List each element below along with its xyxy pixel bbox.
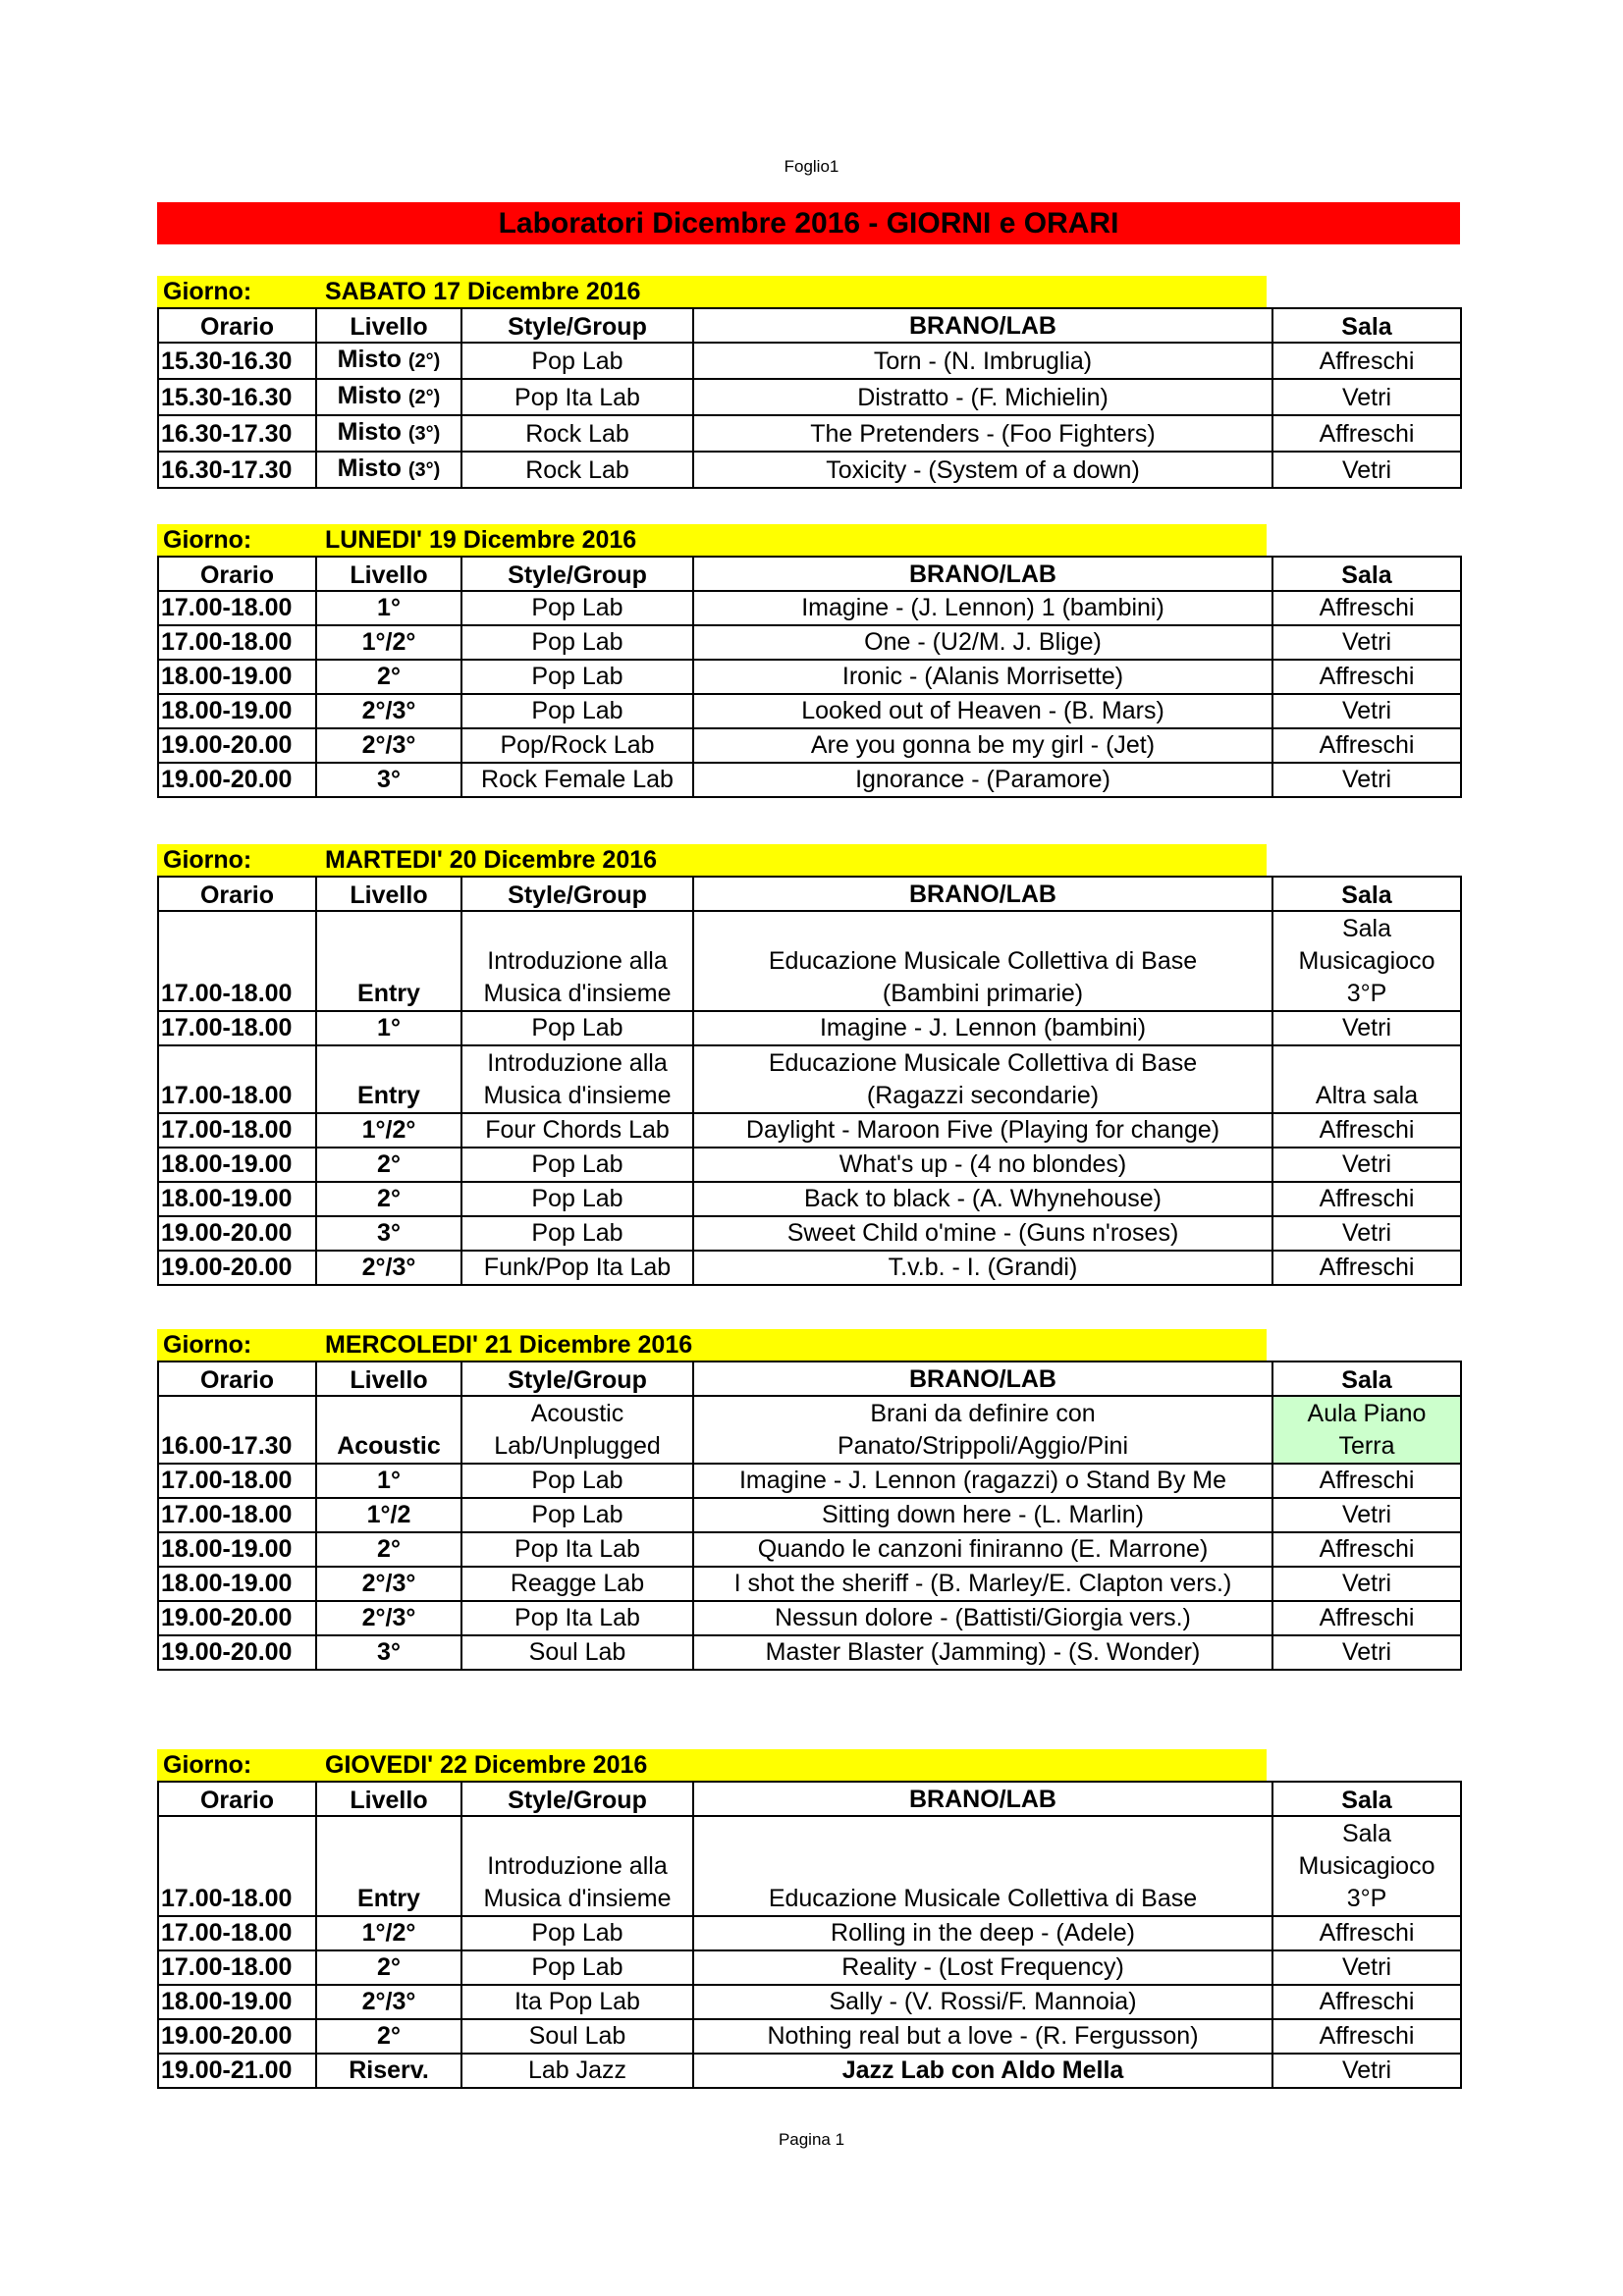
- day-section: [157, 1329, 1460, 1671]
- giorno-label: Giorno:: [163, 1331, 252, 1359]
- day-date: GIOVEDI' 22 Dicembre 2016: [325, 1751, 648, 1779]
- cell-livello: [316, 1567, 461, 1601]
- header-brano: BRANO/LAB: [693, 557, 1272, 591]
- livello-text: Riserv.: [349, 2056, 429, 2084]
- cell-brano: Distratto - (F. Michielin): [693, 379, 1272, 415]
- cell-orario: 17.00-18.00: [158, 1498, 316, 1532]
- table-row: [158, 343, 1461, 379]
- giorno-label: Giorno:: [163, 278, 252, 305]
- cell-brano: Nothing real but a love - (R. Fergusson): [693, 2019, 1272, 2054]
- cell-style: Ita Pop Lab: [461, 1985, 693, 2019]
- cell-orario: 16.30-17.30: [158, 452, 316, 488]
- cell-sala: Vetri: [1272, 1216, 1461, 1251]
- cell-orario: 17.00-18.00: [158, 1916, 316, 1950]
- header-livello: Livello: [316, 1362, 461, 1396]
- livello-text: Entry: [357, 1885, 420, 1912]
- giorno-label: Giorno:: [163, 1751, 252, 1779]
- table-row: [158, 415, 1461, 452]
- livello-text: 1°: [377, 1467, 401, 1494]
- cell-style: Rock Lab: [461, 452, 693, 488]
- cell-brano: Ignorance - (Paramore): [693, 763, 1272, 797]
- cell-livello: [316, 1985, 461, 2019]
- cell-livello: [316, 660, 461, 694]
- cell-sala: Affreschi: [1272, 1916, 1461, 1950]
- cell-orario: 19.00-20.00: [158, 1601, 316, 1635]
- header-brano: BRANO/LAB: [693, 877, 1272, 911]
- cell-livello: [316, 1182, 461, 1216]
- table-row: [158, 1950, 1461, 1985]
- cell-sala: Affreschi: [1272, 1464, 1461, 1498]
- cell-orario: 15.30-16.30: [158, 343, 316, 379]
- cell-livello: [316, 1816, 461, 1916]
- cell-orario: 17.00-18.00: [158, 1045, 316, 1113]
- table-row: [158, 1532, 1461, 1567]
- cell-livello: [316, 1216, 461, 1251]
- cell-brano: Daylight - Maroon Five (Playing for change): [693, 1113, 1272, 1148]
- cell-livello: [316, 1950, 461, 1985]
- cell-sala: Affreschi: [1272, 343, 1461, 379]
- livello-text: 2°: [377, 2022, 401, 2050]
- page-title: Laboratori Dicembre 2016 - GIORNI e ORARI: [157, 202, 1460, 244]
- cell-style: Pop Ita Lab: [461, 1532, 693, 1567]
- cell-style: Pop Ita Lab: [461, 1601, 693, 1635]
- livello-text: Misto: [337, 418, 402, 446]
- table-row: [158, 728, 1461, 763]
- livello-text: Entry: [357, 1082, 420, 1109]
- cell-livello: [316, 911, 461, 1011]
- cell-sala: Vetri: [1272, 2054, 1461, 2088]
- cell-style: Four Chords Lab: [461, 1113, 693, 1148]
- cell-livello: [316, 1498, 461, 1532]
- cell-sala: Affreschi: [1272, 1601, 1461, 1635]
- cell-livello: [316, 591, 461, 625]
- cell-style: Funk/Pop Ita Lab: [461, 1251, 693, 1285]
- cell-orario: 18.00-19.00: [158, 1985, 316, 2019]
- cell-livello: [316, 343, 461, 379]
- day-header: [157, 276, 1460, 307]
- cell-style: Soul Lab: [461, 1635, 693, 1670]
- cell-orario: 17.00-18.00: [158, 1950, 316, 1985]
- cell-livello: [316, 379, 461, 415]
- table-row: [158, 1113, 1461, 1148]
- cell-style: Rock Female Lab: [461, 763, 693, 797]
- cell-orario: 16.00-17.30: [158, 1396, 316, 1464]
- cell-orario: 17.00-18.00: [158, 591, 316, 625]
- day-header: [157, 844, 1460, 876]
- cell-livello: [316, 1916, 461, 1950]
- livello-detail: (2°): [407, 387, 441, 408]
- header-sala: Sala: [1272, 877, 1461, 911]
- cell-style: Soul Lab: [461, 2019, 693, 2054]
- header-orario: Orario: [158, 877, 316, 911]
- header-orario: Orario: [158, 308, 316, 343]
- day-table: [157, 556, 1462, 798]
- cell-sala: Sala Musicagioco 3°P: [1272, 911, 1461, 1011]
- day-table: [157, 1361, 1462, 1671]
- table-row: [158, 1816, 1461, 1916]
- cell-livello: [316, 2019, 461, 2054]
- cell-brano: Jazz Lab con Aldo Mella: [693, 2054, 1272, 2088]
- cell-orario: 19.00-20.00: [158, 1251, 316, 1285]
- table-row: [158, 591, 1461, 625]
- day-date: LUNEDI' 19 Dicembre 2016: [325, 526, 637, 554]
- cell-sala: Affreschi: [1272, 1182, 1461, 1216]
- cell-style: Pop Lab: [461, 343, 693, 379]
- header-sala: Sala: [1272, 557, 1461, 591]
- cell-orario: 19.00-21.00: [158, 2054, 316, 2088]
- table-header-row: [158, 1362, 1461, 1396]
- livello-text: 2°: [377, 1953, 401, 1981]
- cell-brano: Are you gonna be my girl - (Jet): [693, 728, 1272, 763]
- cell-brano: One - (U2/M. J. Blige): [693, 625, 1272, 660]
- table-row: [158, 1011, 1461, 1045]
- cell-orario: 16.30-17.30: [158, 415, 316, 452]
- header-sala: Sala: [1272, 1362, 1461, 1396]
- day-header-highlight: [157, 524, 1267, 556]
- livello-text: Acoustic: [337, 1432, 441, 1460]
- cell-sala: Affreschi: [1272, 1985, 1461, 2019]
- cell-brano: T.v.b. - I. (Grandi): [693, 1251, 1272, 1285]
- cell-sala: Vetri: [1272, 1567, 1461, 1601]
- livello-text: 3°: [377, 1638, 401, 1666]
- day-table: [157, 307, 1462, 489]
- cell-style: Rock Lab: [461, 415, 693, 452]
- cell-style: Pop Lab: [461, 1916, 693, 1950]
- header-orario: Orario: [158, 1782, 316, 1816]
- day-date: MARTEDI' 20 Dicembre 2016: [325, 846, 658, 874]
- cell-style: Pop Lab: [461, 1464, 693, 1498]
- cell-orario: 19.00-20.00: [158, 1216, 316, 1251]
- table-header-row: [158, 308, 1461, 343]
- cell-livello: [316, 415, 461, 452]
- cell-sala: Affreschi: [1272, 728, 1461, 763]
- cell-livello: [316, 1532, 461, 1567]
- table-row: [158, 911, 1461, 1011]
- cell-livello: [316, 728, 461, 763]
- cell-orario: 19.00-20.00: [158, 728, 316, 763]
- cell-brano: Educazione Musicale Collettiva di Base (Bambini primarie): [693, 911, 1272, 1011]
- day-header: [157, 1749, 1460, 1781]
- cell-sala: Aula Piano Terra: [1272, 1396, 1461, 1464]
- cell-brano: Sweet Child o'mine - (Guns n'roses): [693, 1216, 1272, 1251]
- cell-orario: 17.00-18.00: [158, 625, 316, 660]
- table-row: [158, 1498, 1461, 1532]
- table-row: [158, 1216, 1461, 1251]
- cell-sala: Vetri: [1272, 1950, 1461, 1985]
- cell-style: Pop Lab: [461, 1498, 693, 1532]
- header-brano: BRANO/LAB: [693, 308, 1272, 343]
- day-section: [157, 276, 1460, 489]
- header-style: Style/Group: [461, 1362, 693, 1396]
- cell-style: Pop Lab: [461, 694, 693, 728]
- day-table: [157, 876, 1462, 1286]
- cell-livello: [316, 1635, 461, 1670]
- cell-sala: Vetri: [1272, 1011, 1461, 1045]
- page-number: Pagina 1: [778, 2130, 845, 2149]
- cell-style: Pop Lab: [461, 1011, 693, 1045]
- livello-text: 2°: [377, 1185, 401, 1212]
- cell-orario: 18.00-19.00: [158, 1567, 316, 1601]
- day-date: SABATO 17 Dicembre 2016: [325, 278, 641, 305]
- livello-text: 2°/3°: [361, 697, 416, 724]
- cell-orario: 19.00-20.00: [158, 1635, 316, 1670]
- cell-livello: [316, 694, 461, 728]
- header-style: Style/Group: [461, 308, 693, 343]
- cell-orario: 18.00-19.00: [158, 1182, 316, 1216]
- cell-brano: Rolling in the deep - (Adele): [693, 1916, 1272, 1950]
- livello-text: 2°/3°: [361, 1254, 416, 1281]
- cell-sala: Vetri: [1272, 379, 1461, 415]
- cell-livello: [316, 1396, 461, 1464]
- cell-style: Pop Lab: [461, 1216, 693, 1251]
- cell-brano: Imagine - J. Lennon (ragazzi) o Stand By Me: [693, 1464, 1272, 1498]
- table-row: [158, 1916, 1461, 1950]
- cell-sala: Vetri: [1272, 694, 1461, 728]
- cell-brano: What's up - (4 no blondes): [693, 1148, 1272, 1182]
- cell-orario: 17.00-18.00: [158, 1113, 316, 1148]
- table-row: [158, 694, 1461, 728]
- header-livello: Livello: [316, 308, 461, 343]
- cell-orario: 17.00-18.00: [158, 911, 316, 1011]
- table-row: [158, 1148, 1461, 1182]
- livello-text: 1°/2°: [361, 1919, 416, 1947]
- table-row: [158, 2019, 1461, 2054]
- header-sala: Sala: [1272, 308, 1461, 343]
- cell-sala: Affreschi: [1272, 2019, 1461, 2054]
- table-header-row: [158, 1782, 1461, 1816]
- livello-text: 1°/2°: [361, 628, 416, 656]
- cell-orario: 18.00-19.00: [158, 694, 316, 728]
- day-section: [157, 524, 1460, 798]
- header-orario: Orario: [158, 1362, 316, 1396]
- cell-sala: Affreschi: [1272, 1251, 1461, 1285]
- livello-detail: (3°): [407, 459, 441, 481]
- cell-brano: Quando le canzoni finiranno (E. Marrone): [693, 1532, 1272, 1567]
- giorno-label: Giorno:: [163, 526, 252, 554]
- cell-sala: Altra sala: [1272, 1045, 1461, 1113]
- table-row: [158, 2054, 1461, 2088]
- cell-style: Reagge Lab: [461, 1567, 693, 1601]
- cell-livello: [316, 452, 461, 488]
- cell-style: Pop Lab: [461, 660, 693, 694]
- table-row: [158, 1464, 1461, 1498]
- cell-brano: Toxicity - (System of a down): [693, 452, 1272, 488]
- cell-style: Acoustic Lab/Unplugged: [461, 1396, 693, 1464]
- livello-detail: (2°): [407, 350, 441, 372]
- table-row: [158, 1601, 1461, 1635]
- livello-text: 2°/3°: [361, 1604, 416, 1631]
- header-style: Style/Group: [461, 877, 693, 911]
- livello-text: 1°/2°: [361, 1116, 416, 1144]
- livello-text: Misto: [337, 382, 402, 409]
- cell-brano: Sitting down here - (L. Marlin): [693, 1498, 1272, 1532]
- cell-style: Pop Lab: [461, 1950, 693, 1985]
- livello-text: 2°/3°: [361, 1570, 416, 1597]
- cell-sala: Vetri: [1272, 625, 1461, 660]
- livello-text: 2°: [377, 1150, 401, 1178]
- livello-text: 1°: [377, 594, 401, 621]
- cell-orario: 17.00-18.00: [158, 1816, 316, 1916]
- header-brano: BRANO/LAB: [693, 1782, 1272, 1816]
- cell-livello: [316, 763, 461, 797]
- day-header-highlight: [157, 1329, 1267, 1361]
- table-row: [158, 1396, 1461, 1464]
- cell-style: Pop Lab: [461, 1182, 693, 1216]
- cell-livello: [316, 1045, 461, 1113]
- cell-style: Introduzione alla Musica d'insieme: [461, 1045, 693, 1113]
- cell-style: Introduzione alla Musica d'insieme: [461, 911, 693, 1011]
- livello-text: 3°: [377, 1219, 401, 1247]
- cell-brano: Educazione Musicale Collettiva di Base: [693, 1816, 1272, 1916]
- cell-style: Pop Lab: [461, 591, 693, 625]
- table-row: [158, 1182, 1461, 1216]
- cell-sala: Vetri: [1272, 763, 1461, 797]
- table-row: [158, 625, 1461, 660]
- cell-sala: Sala Musicagioco 3°P: [1272, 1816, 1461, 1916]
- sheet-name: Foglio1: [784, 157, 839, 176]
- cell-sala: Affreschi: [1272, 1532, 1461, 1567]
- cell-sala: Vetri: [1272, 1498, 1461, 1532]
- cell-livello: [316, 1464, 461, 1498]
- day-header-highlight: [157, 844, 1267, 876]
- table-row: [158, 379, 1461, 415]
- livello-text: 1°/2: [366, 1501, 411, 1528]
- day-header: [157, 1329, 1460, 1361]
- day-date: MERCOLEDI' 21 Dicembre 2016: [325, 1331, 693, 1359]
- cell-orario: 17.00-18.00: [158, 1011, 316, 1045]
- livello-detail: (3°): [407, 423, 441, 445]
- cell-sala: Affreschi: [1272, 591, 1461, 625]
- header-livello: Livello: [316, 877, 461, 911]
- table-row: [158, 660, 1461, 694]
- cell-style: Pop Lab: [461, 1148, 693, 1182]
- cell-brano: Master Blaster (Jamming) - (S. Wonder): [693, 1635, 1272, 1670]
- header-brano: BRANO/LAB: [693, 1362, 1272, 1396]
- livello-text: 2°/3°: [361, 1988, 416, 2015]
- cell-sala: Vetri: [1272, 1148, 1461, 1182]
- table-header-row: [158, 877, 1461, 911]
- cell-orario: 18.00-19.00: [158, 1532, 316, 1567]
- table-row: [158, 763, 1461, 797]
- day-header-highlight: [157, 276, 1267, 307]
- cell-brano: Nessun dolore - (Battisti/Giorgia vers.): [693, 1601, 1272, 1635]
- table-row: [158, 1567, 1461, 1601]
- header-livello: Livello: [316, 557, 461, 591]
- cell-sala: Vetri: [1272, 1635, 1461, 1670]
- livello-text: 2°/3°: [361, 731, 416, 759]
- cell-orario: 18.00-19.00: [158, 660, 316, 694]
- table-row: [158, 452, 1461, 488]
- livello-text: Misto: [337, 346, 402, 373]
- cell-style: Pop/Rock Lab: [461, 728, 693, 763]
- cell-livello: [316, 1251, 461, 1285]
- day-header: [157, 524, 1460, 556]
- cell-livello: [316, 1011, 461, 1045]
- cell-brano: Torn - (N. Imbruglia): [693, 343, 1272, 379]
- table-row: [158, 1045, 1461, 1113]
- header-style: Style/Group: [461, 557, 693, 591]
- cell-orario: 19.00-20.00: [158, 2019, 316, 2054]
- cell-sala: Affreschi: [1272, 1113, 1461, 1148]
- cell-livello: [316, 1601, 461, 1635]
- header-sala: Sala: [1272, 1782, 1461, 1816]
- livello-text: 2°: [377, 1535, 401, 1563]
- cell-livello: [316, 1113, 461, 1148]
- cell-style: Pop Ita Lab: [461, 379, 693, 415]
- cell-brano: Reality - (Lost Frequency): [693, 1950, 1272, 1985]
- cell-brano: Imagine - (J. Lennon) 1 (bambini): [693, 591, 1272, 625]
- livello-text: 1°: [377, 1014, 401, 1041]
- cell-orario: 17.00-18.00: [158, 1464, 316, 1498]
- day-table: [157, 1781, 1462, 2089]
- cell-brano: Back to black - (A. Whynehouse): [693, 1182, 1272, 1216]
- cell-style: Introduzione alla Musica d'insieme: [461, 1816, 693, 1916]
- cell-sala: Vetri: [1272, 452, 1461, 488]
- table-row: [158, 1251, 1461, 1285]
- day-section: [157, 844, 1460, 1286]
- table-row: [158, 1985, 1461, 2019]
- header-style: Style/Group: [461, 1782, 693, 1816]
- cell-brano: I shot the sheriff - (B. Marley/E. Clapton vers.): [693, 1567, 1272, 1601]
- livello-text: 2°: [377, 663, 401, 690]
- cell-sala: Affreschi: [1272, 660, 1461, 694]
- cell-brano: The Pretenders - (Foo Fighters): [693, 415, 1272, 452]
- cell-sala: Affreschi: [1272, 415, 1461, 452]
- cell-livello: [316, 1148, 461, 1182]
- day-section: [157, 1749, 1460, 2089]
- day-header-highlight: [157, 1749, 1267, 1781]
- cell-orario: 18.00-19.00: [158, 1148, 316, 1182]
- livello-text: Entry: [357, 980, 420, 1007]
- cell-livello: [316, 2054, 461, 2088]
- cell-brano: Ironic - (Alanis Morrisette): [693, 660, 1272, 694]
- header-livello: Livello: [316, 1782, 461, 1816]
- livello-text: 3°: [377, 766, 401, 793]
- cell-brano: Brani da definire con Panato/Strippoli/Aggio/Pini: [693, 1396, 1272, 1464]
- cell-livello: [316, 625, 461, 660]
- livello-text: Misto: [337, 454, 402, 482]
- table-header-row: [158, 557, 1461, 591]
- header-orario: Orario: [158, 557, 316, 591]
- cell-brano: Sally - (V. Rossi/F. Mannoia): [693, 1985, 1272, 2019]
- cell-orario: 15.30-16.30: [158, 379, 316, 415]
- giorno-label: Giorno:: [163, 846, 252, 874]
- table-row: [158, 1635, 1461, 1670]
- cell-brano: Imagine - J. Lennon (bambini): [693, 1011, 1272, 1045]
- cell-style: Pop Lab: [461, 625, 693, 660]
- cell-orario: 19.00-20.00: [158, 763, 316, 797]
- cell-brano: Looked out of Heaven - (B. Mars): [693, 694, 1272, 728]
- cell-style: Lab Jazz: [461, 2054, 693, 2088]
- cell-brano: Educazione Musicale Collettiva di Base (Ragazzi secondarie): [693, 1045, 1272, 1113]
